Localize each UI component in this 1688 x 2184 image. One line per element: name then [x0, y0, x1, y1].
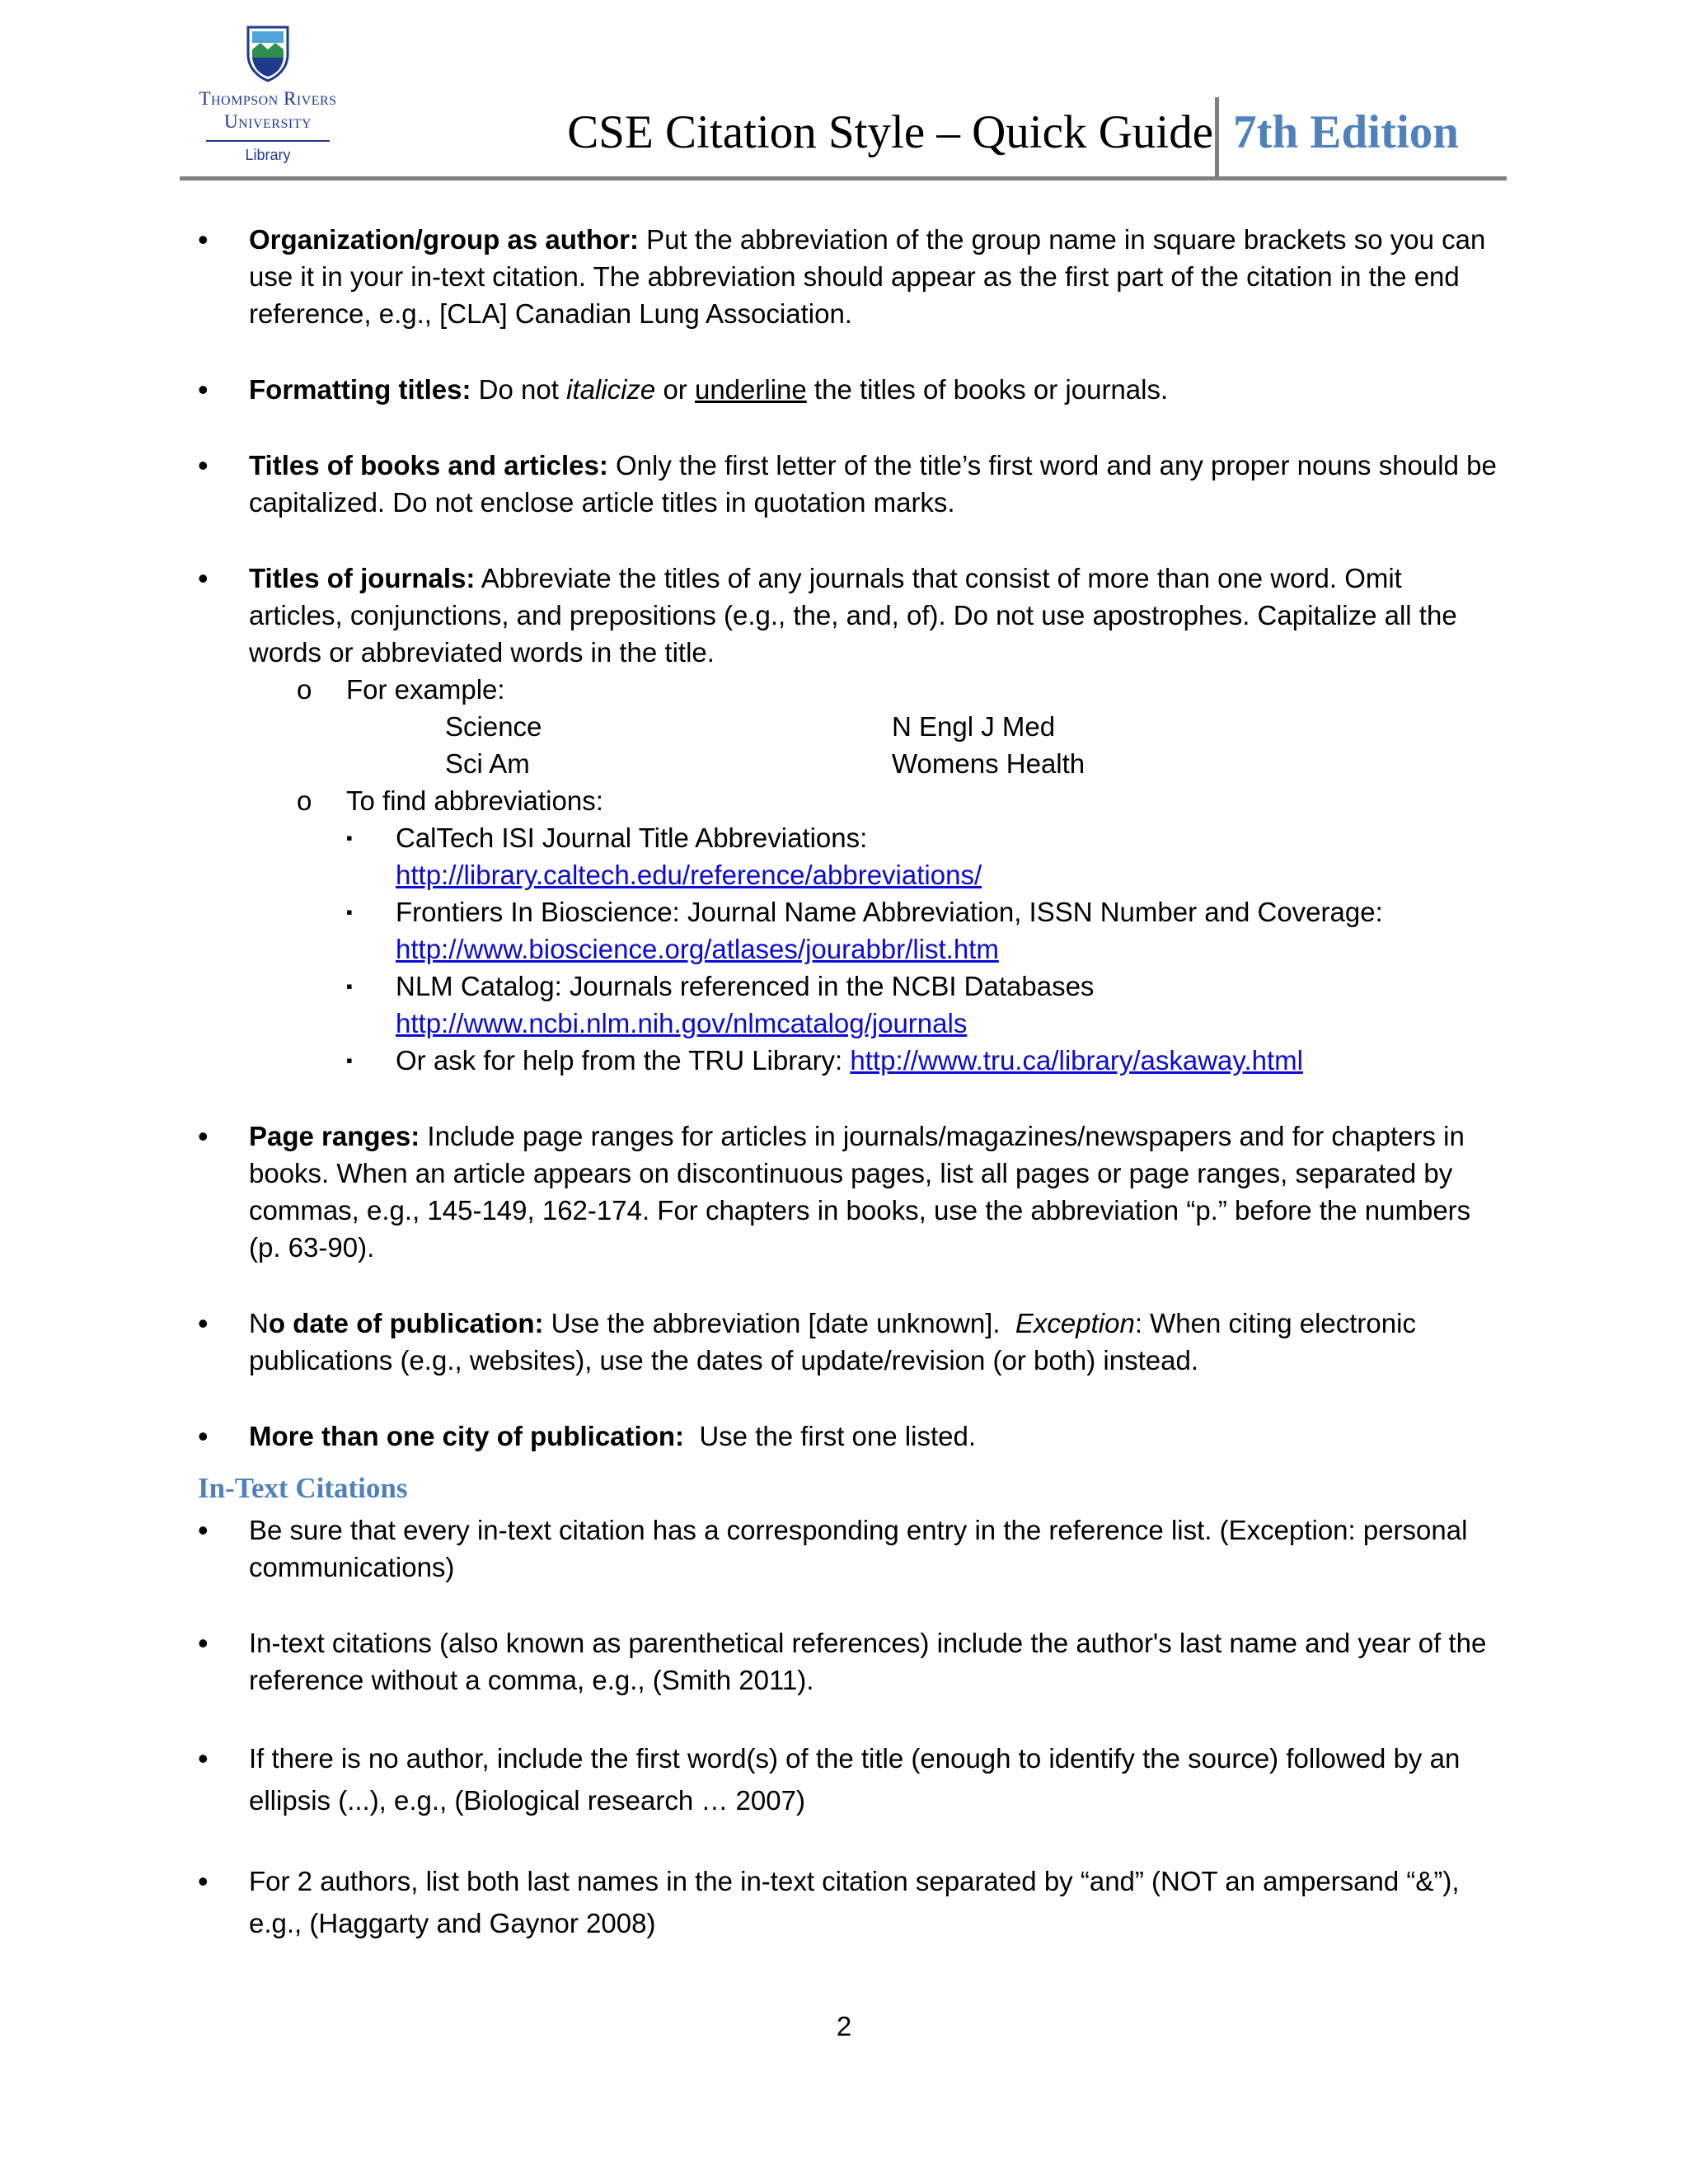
list-item-org: [198, 221, 1500, 332]
list-item-city: [198, 1418, 1500, 1455]
list-item-titles: [198, 447, 1500, 521]
source-caltech: [346, 819, 1500, 893]
list-item-formatting: [198, 371, 1500, 408]
example-grid: [445, 708, 1500, 782]
city-label: More than one city of publication:: [249, 1421, 684, 1451]
nodate-label: o date of publication:: [268, 1308, 544, 1338]
frontiers-link[interactable]: http://www.bioscience.org/atlases/jourabbr/list.htm: [396, 934, 999, 964]
nodate-text-1: Use the abbreviation [date unknown].: [543, 1308, 1015, 1338]
sub-item-find: [297, 782, 1500, 1079]
list-item-nodate: [198, 1305, 1500, 1379]
logo-sub: Library: [245, 147, 291, 163]
nodate-italic: Exception: [1015, 1308, 1135, 1338]
main-content: [198, 221, 1500, 1983]
pages-label: Page ranges:: [249, 1121, 420, 1151]
org-label: Organization/group as author:: [249, 224, 640, 255]
example-label: For example:: [346, 674, 505, 705]
pages-text: Include page ranges for articles in journals/magazines/newspapers and for chapters in books. When an article appears on discontinuous pages, list all pages or page ranges, separated by commas, e.g., 145-149, 162-174. For chapters in books, use the abbreviation “p.” before the numbers (p. 63-90).: [249, 1121, 1471, 1263]
page-number: 2: [836, 2011, 852, 2041]
page-title: CSE Citation Style – Quick Guide: [567, 106, 1213, 158]
list-item-journals: [198, 560, 1500, 1079]
shield-icon: [246, 25, 290, 82]
city-text: Use the first one listed.: [684, 1421, 976, 1451]
tru-text: Or ask for help from the TRU Library:: [396, 1045, 851, 1076]
tru-link[interactable]: http://www.tru.ca/library/askaway.html: [850, 1045, 1303, 1076]
nodate-pre: N: [249, 1308, 269, 1338]
header-divider: [1215, 97, 1219, 176]
fmt-underline: underline: [694, 374, 807, 405]
example-cell: Womens Health: [892, 748, 1085, 779]
caltech-text: CalTech ISI Journal Title Abbreviations:: [396, 823, 868, 853]
example-cell: Science: [445, 711, 542, 742]
org-text: Put the abbreviation of the group name in square brackets so you can use it in your in-text citation. The abbreviation should appear as the first part of the citation in the end reference, e.g., [CLA] Canadian Lung Association.: [249, 224, 1486, 329]
intext-heading: In-Text Citations: [198, 1472, 408, 1504]
list-item: • For 2 authors, list both last names in the in-text citation separated by “and” (NOT an ampersand “&”), e.g., (Haggarty and Gaynor 2008): [198, 1860, 1500, 1944]
list-item: • Be sure that every in-text citation has a corresponding entry in the reference list. (Exception: personal communications): [198, 1511, 1500, 1586]
find-label: To find abbreviations:: [346, 785, 603, 816]
list-item: • In-text citations (also known as parenthetical references) include the author's last name and year of the reference without a comma, e.g., (Smith 2011).: [198, 1624, 1500, 1699]
fmt-italic: italicize: [566, 374, 656, 405]
list-item-pages: [198, 1118, 1500, 1266]
nodate-text-2: : When citing electronic publications (e.g., websites), use the dates of update/revision (or both) instead.: [249, 1308, 1416, 1376]
page-header: [180, 97, 1507, 173]
journals-label: Titles of journals:: [249, 563, 476, 593]
sub-item-example: [297, 671, 1500, 782]
list-item: • If there is no author, include the first word(s) of the title (enough to identify the source) followed by an ellipsis (...), e.g., (Biological research … 2007): [198, 1737, 1500, 1821]
intext-list: [198, 1511, 1500, 1944]
example-cell: Sci Am: [445, 748, 530, 779]
logo-line1: Thompson Rivers: [199, 88, 337, 109]
fmt-label: Formatting titles:: [249, 374, 471, 405]
abbrev-sources-list: [346, 819, 1500, 1079]
fmt-text-1: Do not: [471, 374, 567, 405]
example-cell: N Engl J Med: [892, 711, 1056, 742]
fmt-text-3: the titles of books or journals.: [806, 374, 1169, 405]
edition-label: 7th Edition: [1233, 106, 1460, 158]
fmt-text-2: or: [655, 374, 695, 405]
journals-text: Abbreviate the titles of any journals that consist of more than one word. Omit articles, conjunctions, and prepositions (e.g., the, and, of). Do not use apostrophes. Capitalize all the words or abbreviated words in the title.: [249, 563, 1457, 668]
source-tru: [346, 1042, 1500, 1079]
nlm-link[interactable]: http://www.ncbi.nlm.nih.gov/nlmcatalog/journals: [396, 1008, 968, 1038]
source-frontiers: [346, 893, 1500, 968]
logo-line2: University: [223, 111, 312, 132]
titles-label: Titles of books and articles:: [249, 450, 608, 480]
frontiers-text: Frontiers In Bioscience: Journal Name Abbreviation, ISSN Number and Coverage:: [396, 897, 1383, 927]
source-nlm: [346, 968, 1500, 1042]
titles-text: Only the first letter of the title’s first word and any proper nouns should be capitalized. Do not enclose article titles in quotation marks.: [249, 450, 1497, 518]
caltech-link[interactable]: http://library.caltech.edu/reference/abbreviations/: [396, 860, 982, 890]
journals-sublist: [249, 671, 1500, 1079]
guidelines-list: [198, 221, 1500, 1455]
header-rule: [180, 176, 1507, 180]
nlm-text: NLM Catalog: Journals referenced in the NCBI Databases: [396, 971, 1095, 1001]
